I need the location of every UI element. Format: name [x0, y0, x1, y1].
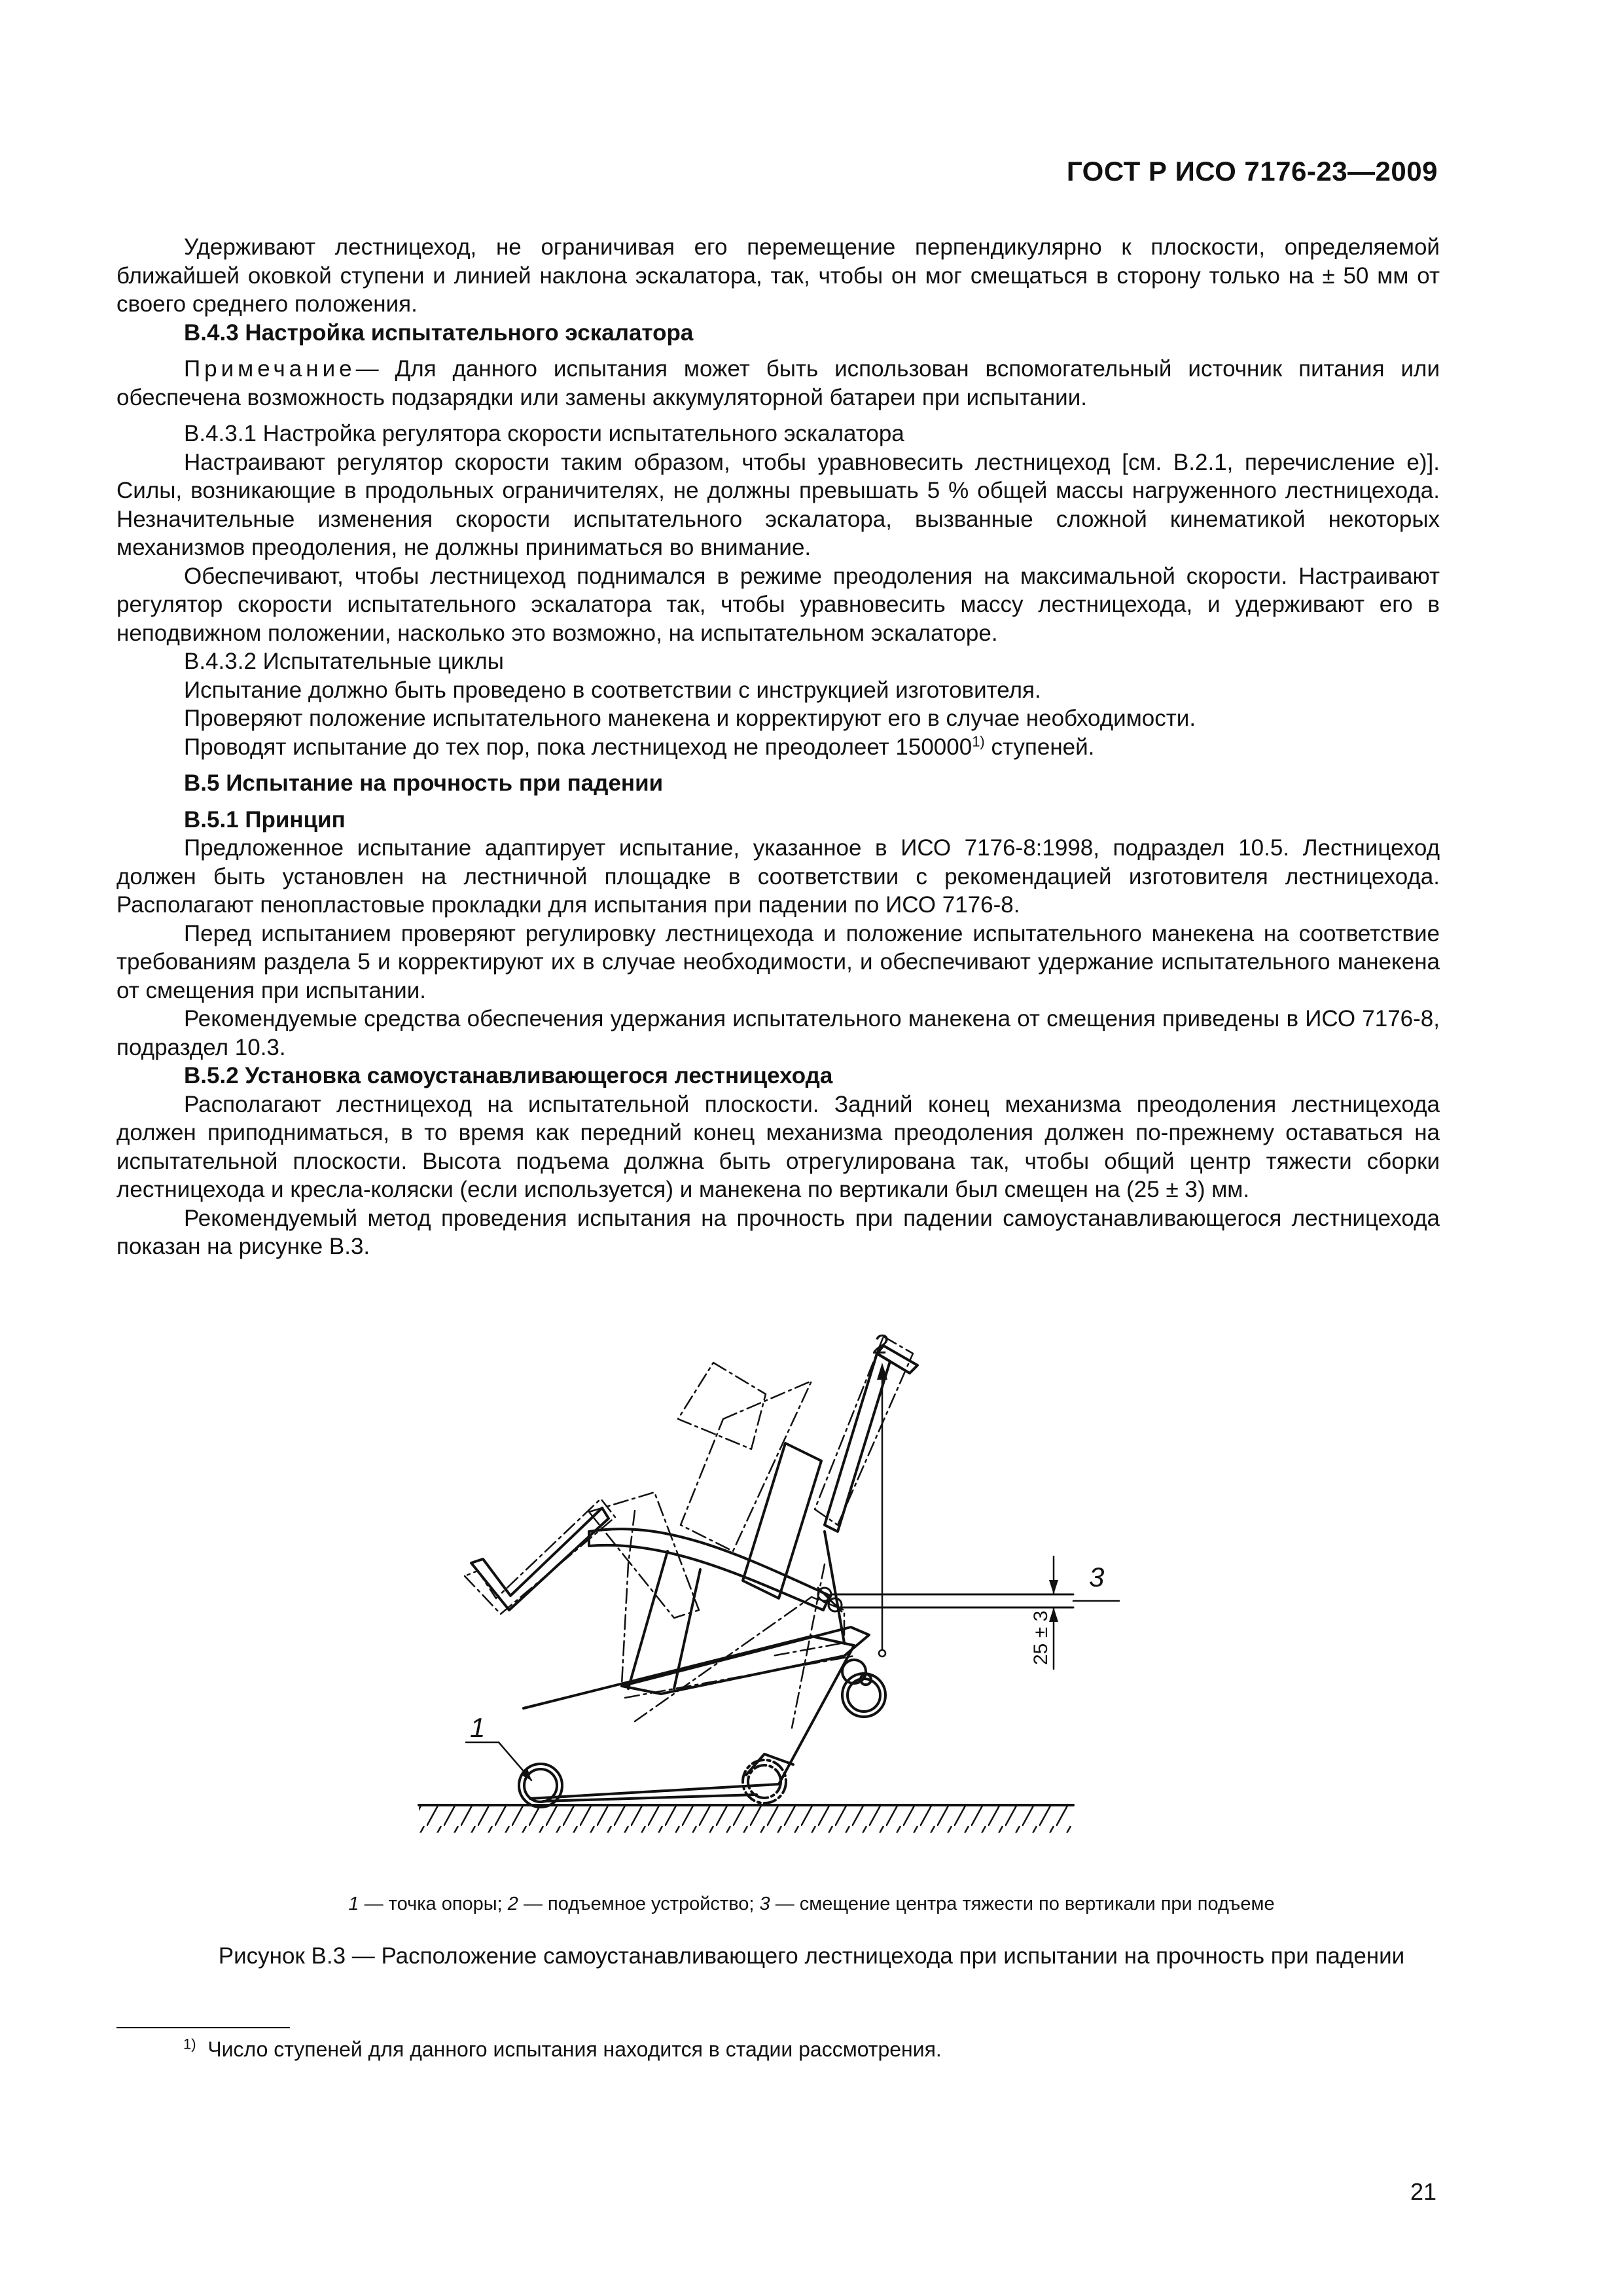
legend-num: 3: [759, 1893, 770, 1914]
note-label: Примечание: [184, 356, 356, 382]
stair-climber-diagram: [393, 1302, 1198, 1846]
stair-climber-outline: [471, 1346, 918, 1801]
paragraph: Удерживают лестницеход, не ограничивая его перемещение перпендикулярно к плоскости, определяемой ближайшей оковкой ступени и линией наклона эскалатора, так, чтобы он мог смещаться в сторону только на ± 50 мм от своего среднего положения.: [116, 234, 1440, 317]
standard-code-header: ГОСТ Р ИСО 7176-23—2009: [1066, 156, 1438, 187]
section-heading-b52: B.5.2 Установка самоустанавливающегося лестницехода: [184, 1063, 833, 1088]
paragraph: Рекомендуемый метод проведения испытания на прочность при падении самоустанавливающегося лестницехода показан на рисунке B.3.: [116, 1205, 1440, 1259]
paragraph-with-footnote: [116, 733, 1440, 762]
section-heading-b43: B.4.3 Настройка испытательного эскалатора: [184, 319, 694, 346]
figure-legend: [0, 1893, 1623, 1915]
legend-num: 1: [348, 1893, 359, 1914]
paragraph: Настраивают регулятор скорости таким образом, чтобы уравновесить лестницеход [см. B.2.1, перечисление е)]. Силы, возникающие в продольных ограничителях, не должны превышать 5 % общей массы нагруженного лестницехода. Незначительные изменения скорости испытательного эскалатора, вызванные сложной кинематикой некоторых механизмов преодоления, не должны приниматься во внимание.: [116, 449, 1440, 560]
legend-text: — подъемное устройство;: [518, 1893, 760, 1914]
body-text: [116, 233, 1440, 1261]
footnote-reference: 1): [972, 732, 985, 749]
footnote-divider: [116, 2027, 290, 2028]
wheels: [519, 1660, 885, 1807]
paragraph: Проверяют положение испытательного манекена и корректируют его в случае необходимости.: [184, 706, 1196, 731]
legend-text: — точка опоры;: [359, 1893, 508, 1914]
footnote-mark: 1): [183, 2036, 196, 2053]
section-heading-b51: B.5.1 Принцип: [184, 806, 346, 833]
paragraph: Предложенное испытание адаптирует испытание, указанное в ИСО 7176-8:1998, подраздел 10.5. Лестницеход должен быть установлен на лестничной площадке в соответствии с рекомендацией изготовителя лестницехода. Располагают пенопластовые прокладки для испытания при падении по ИСО 7176-8.: [116, 835, 1440, 918]
legend-text: — смещение центра тяжести по вертикали при подъеме: [770, 1893, 1275, 1914]
figure-b3-drawing: [393, 1302, 1198, 1846]
figure-caption: Рисунок B.3 — Расположение самоустанавливающего лестницехода при испытании на прочность при падении: [218, 1943, 1405, 1969]
callout-2: 2: [873, 1329, 889, 1359]
section-heading-b5: B.5 Испытание на прочность при падении: [184, 770, 664, 796]
page-number: 21: [1410, 2178, 1436, 2205]
dimension-label: 25 ± 3: [1030, 1610, 1052, 1665]
dimension-marker: [1049, 1556, 1119, 1669]
note-text: — Для данного испытания может быть использован вспомогательный источник питания или обеспечена возможность подзарядки или замены аккумуляторной батареи при испытании.: [116, 356, 1440, 410]
paragraph-text: ступеней.: [984, 734, 1095, 760]
ground-surface: [419, 1805, 1073, 1833]
callout-3: 3: [1089, 1562, 1105, 1592]
paragraph: Перед испытанием проверяют регулировку лестницехода и положение испытательного манекена на соответствие требованиям раздела 5 и корректируют их в случае необходимости, и обеспечивают удержание испытательного манекена от смещения при испытании.: [116, 920, 1440, 1003]
footnote: [183, 2037, 942, 2062]
note-paragraph: [116, 355, 1440, 412]
paragraph: Рекомендуемые средства обеспечения удержания испытательного манекена от смещения приведены в ИСО 7176-8, подраздел 10.3.: [116, 1006, 1440, 1060]
paragraph-text: Проводят испытание до тех пор, пока лестницеход не преодолеет 150000: [184, 734, 972, 760]
paragraph: Испытание должно быть проведено в соответствии с инструкцией изготовителя.: [184, 677, 1041, 703]
support-point-leader: [466, 1742, 531, 1780]
paragraph: Располагают лестницеход на испытательной плоскости. Задний конец механизма преодоления лестницехода должен приподниматься, в то время как передний конец механизма преодоления должен по-прежнему оставаться на испытательной плоскости. Высота подъема должна быть отрегулирована так, чтобы общий центр тяжести сборки лестницехода и кресла-коляски (если используется) и манекена по вертикали был смещен на (25 ± 3) мм.: [116, 1091, 1440, 1202]
callout-1: 1: [470, 1712, 486, 1743]
subsection-heading-b432: B.4.3.2 Испытательные циклы: [184, 649, 504, 674]
centre-of-gravity-symbol: [818, 1588, 1073, 1611]
footnote-text: Число ступеней для данного испытания находится в стадии рассмотрения.: [207, 2037, 942, 2061]
legend-num: 2: [507, 1893, 518, 1914]
subsection-heading-b431: B.4.3.1 Настройка регулятора скорости испытательного эскалатора: [184, 421, 904, 446]
paragraph: Обеспечивают, чтобы лестницеход поднимался в режиме преодоления на максимальной скорости. Настраивают регулятор скорости испытательного эскалатора так, чтобы уравновесить массу лестницехода, и удерживают его в неподвижном положении, насколько это возможно, на испытательном эскалаторе.: [116, 563, 1440, 646]
